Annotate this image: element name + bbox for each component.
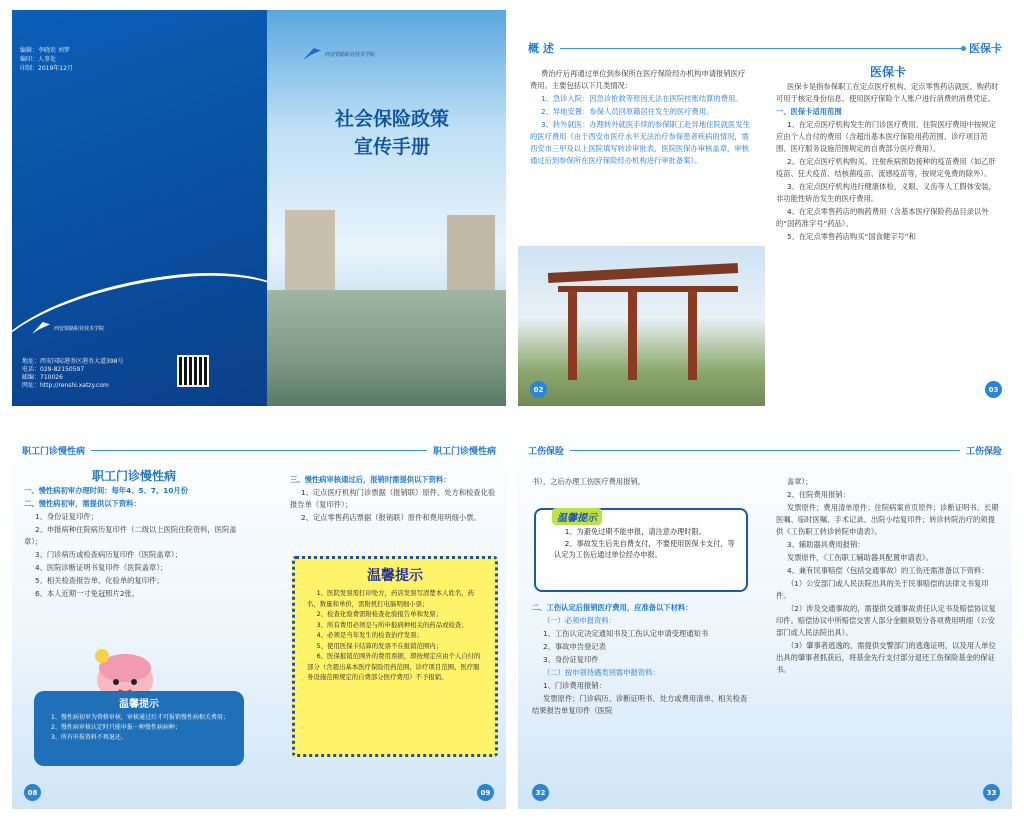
page-number-right: 03 (985, 381, 1002, 398)
paragraph: 1、身份证复印件； (34, 512, 98, 521)
warm-tip-list (34, 710, 244, 746)
header-right: 职工门诊慢性病 (432, 447, 496, 457)
pergola-pillar (688, 290, 697, 380)
page-number-left: 08 (24, 784, 41, 801)
header-left: 工伤保险 (528, 447, 565, 457)
spread-chronic-disease (12, 416, 506, 809)
paragraph: 2、慢性病审核认定时只能申报一种慢性病病种； (51, 724, 181, 731)
chronic-text-right (290, 474, 496, 525)
paragraph: （2）涉及交通事故的，需提供交通事故责任认定书及赔偿协议复印件。赔偿协议中所赔偿交害人部分金额须划分各项费用明细（公安部门或人民法院出具）。 (776, 604, 996, 637)
medcard-title: 医保卡 (869, 65, 906, 79)
reminder-list (295, 585, 495, 686)
paragraph: 3、转外就医：办理转外就医手续的参保职工赴异地住院就医发生的医疗费用（由于西安市医疗水平无法治疗参保患者疾病的情况，需西安市三甲及以上医院填写转诊审批表，医院医保办审核盖章，审核通过后到参保所在医疗保险经办机构进行审批备案）。 (530, 120, 750, 165)
paragraph: 2、检查化验费需附检查化验报告单和发票； (316, 610, 443, 618)
college-logo-icon (303, 48, 321, 60)
paragraph: 2、事故申告登记表 (542, 642, 606, 651)
paragraph: 二、工伤认定后报销医疗费用，应准备以下材料： (532, 603, 693, 612)
paragraph: 1、急诊入院：因急诊抢救等原因无法在医院挂账结算的费用。 (540, 94, 743, 103)
paragraph: 5、相关检查报告单、化验单的复印件； (34, 576, 164, 585)
contact-phone: 电话：029-82150597 (22, 366, 85, 373)
header-right: 工伤保险 (965, 447, 1002, 457)
paragraph: 一、慢性病初审办理时间：每年4、5、7、10月份 (24, 486, 189, 495)
spread-work-injury (518, 416, 1012, 809)
paragraph: 1、在定点医疗机构发生的门诊医疗费用、住院医疗费用中按规定应由个人自付的费用（含超出基本医疗保险用药范围、诊疗项目范围、医疗服务设施范围规定的自费部分医疗费用）。 (776, 120, 996, 153)
paragraph: 5、在定点零售药店购买“国食健字号”和 (786, 232, 916, 241)
paragraph: 2、异地安置：参保人员回原籍居住发生的医疗费用。 (540, 107, 714, 116)
building-left (285, 210, 335, 290)
contact-address: 地址：西安国际港务区港务大道398号 (22, 358, 124, 365)
pergola-photo (518, 246, 765, 406)
cover-contact (22, 358, 123, 390)
reminder-card (292, 556, 498, 757)
print-date-line: 印制：2019年12月 (20, 65, 73, 72)
contact-zip: 邮编：710026 (22, 374, 63, 381)
paragraph: 2、在定点医疗机构购买、注射疾病预防接种的疫苗费用（如乙肝疫苗、狂犬疫苗、结核菌疫苗、流感疫苗等，按规定免费的除外）。 (776, 157, 996, 178)
editor-line: 编辑：李晓农 刘梦 (20, 47, 70, 54)
header-line (560, 48, 963, 49)
paragraph: 4、在定点零售药店的购药费用（含基本医疗保险药品目录以外的“国药准字号”药品）。 (776, 207, 989, 228)
reminder-title: 温馨提示 (367, 568, 423, 584)
header-line (570, 450, 960, 451)
spread-header (528, 444, 1002, 457)
header-line (91, 450, 427, 451)
paragraph: 发票原件；费用清单原件；住院病案首页原件；诊断证明书、长期医嘱、临时医嘱、手术记录、出院小结复印件；转诊转院治疗的须提供《工伤职工转诊转院申请表》。 (776, 503, 999, 536)
injury-text-left (532, 602, 754, 718)
paragraph: 5、使用医保卡结算的发票不在报销范围内； (316, 641, 443, 650)
front-logo (303, 48, 375, 60)
chronic-text-left (24, 468, 244, 601)
college-logo-icon (32, 322, 50, 334)
injury-intro (532, 476, 752, 489)
back-logo (32, 322, 104, 334)
overview-text (530, 68, 750, 168)
paragraph: 4、兼有民事赔偿（包括交通事故）的工伤还需准备以下资料： (786, 566, 989, 575)
pergola-beam (548, 263, 738, 283)
cover-title (312, 105, 472, 161)
back-logo-text: 西安铁路职业技术学院 (54, 325, 105, 332)
warm-tip-title: 温馨提示 (119, 699, 159, 710)
paragraph: 发票原件，《工伤职工辅助器具配置申请表》。 (786, 553, 933, 562)
page-number-right: 33 (983, 784, 1000, 801)
pergola-beam (558, 286, 738, 292)
paragraph: 3、辅助器具费用报销： (786, 540, 865, 549)
paragraph: 4、医院诊断证明书复印件（医院盖章）； (34, 563, 168, 572)
paragraph: 6、医保报销范围外的费用票据，即按规定应由个人自付的部分（含超出基本医疗保险用药范围、诊疗项目范围、医疗服务设施范围规定的自费部分医疗费用）不予报销。 (307, 652, 481, 681)
paragraph: 6、本人近期一寸免冠照片2张。 (34, 589, 140, 598)
warm-tip-box (34, 691, 244, 766)
injury-warm-tip (534, 508, 748, 592)
cover-meta (20, 46, 73, 73)
paragraph: 1、为避免过期不能申报，请注意办理时限。 (564, 527, 706, 536)
paragraph: 1、慢性病初审为资格审核，审核通过后才可报销慢性病相关费用； (51, 714, 229, 721)
injury-text-right (776, 476, 1002, 677)
paragraph: 2、事故发生后先自费支付，不要使用医保卡支付，等认定为工伤后通过单位经办申报。 (554, 538, 735, 559)
paragraph: 盖章）； (786, 477, 813, 486)
contact-website: 网址：http://renshi.xatzy.com (22, 382, 109, 389)
paragraph: （3）肇事者逃逸的，需提供交警部门的逃逸证明，以及用人单位出具的肇事者抓获后，将基金先行支付部分退还工伤保险基金的保证书。 (776, 641, 996, 674)
spread-header (528, 38, 1002, 58)
qr-code (177, 355, 209, 387)
header-left: 职工门诊慢性病 (22, 447, 86, 457)
spread-header (22, 444, 496, 457)
medcard-text (776, 64, 1000, 244)
paragraph: 二、慢性病初审，需提供以下资料： (24, 499, 141, 508)
paragraph: 三、慢性病审核通过后，报销时需提供以下资料： (290, 475, 451, 484)
paragraph: 2、定点零售药店票据（报销联）原件和费用明细小票。 (300, 513, 481, 522)
pergola-pillar (628, 290, 637, 380)
cover-panel (12, 10, 506, 406)
paragraph: 3、所有费用必须是与所申报病种相关的药品或检查； (316, 620, 468, 629)
paragraph: 2、住院费用报销： (786, 490, 850, 499)
paragraph: 2、申报病种住院病历复印件（二级以上医院住院资料，医院盖章）； (24, 525, 237, 546)
paragraph: （二）按申领待遇类别需申报资料： (542, 668, 660, 677)
compiler-line: 编印：人事处 (20, 56, 57, 63)
injury-warm-title: 温馨提示 (552, 508, 602, 525)
paragraph: （1）公安部门或人民法院出具的关于民事赔偿的法律文书复印件。 (776, 579, 989, 600)
header-right: 医保卡 (969, 42, 1002, 55)
paragraph: 3、门诊病历或检查病历复印件（医院盖章）； (34, 550, 182, 559)
chronic-title: 职工门诊慢性病 (91, 469, 176, 483)
page-number-left: 32 (532, 784, 549, 801)
spread-overview-medcard (518, 10, 1012, 406)
paragraph: 4、必须是当年发生的检查治疗发票； (316, 631, 423, 639)
cover-back (12, 10, 267, 406)
paragraph: 1、定点医疗机构门诊票据（报销联）原件、处方和检查化验报告单（复印件）； (290, 488, 496, 509)
front-logo-text: 西安铁路职业技术学院 (325, 51, 376, 58)
paragraph: 3、在定点医疗机构进行健康体检，义眼、义齿等人工假体安装，非功能性矫治发生的医疗费用。 (776, 182, 996, 203)
paragraph: 一、医保卡适用范围 (776, 107, 842, 116)
cover-front (267, 10, 506, 406)
paragraph: 费治疗后再通过单位到参保所在医疗保险经办机构申请报销医疗费用。主要包括以下几类情况： (530, 69, 746, 90)
campus-ground (267, 290, 506, 406)
injury-intro-text: 书），之后办理工伤医疗费用报销。 (532, 477, 646, 486)
paragraph: （一）必须申报资料： (542, 616, 616, 625)
paragraph: 发票原件；门诊病历、诊断证明书、处方或费用清单、相关检查结果报告单复印件（医院 (532, 694, 748, 715)
paragraph: 医保卡是指参保职工在定点医疗机构、定点零售药店就医、购药时可用于核定身份信息、使用医疗保险个人账户进行消费的消费凭证。 (776, 82, 999, 103)
building-right (447, 215, 495, 290)
paragraph: 1、工伤认定决定通知书及工伤认定申请受理通知书 (542, 629, 709, 638)
paragraph: 1、医院发票需打印处方，药店发票写清楚本人姓名，药名，数量和单价，需附机打电脑明细小票； (307, 589, 475, 608)
paragraph: 1、门诊费用报销： (542, 681, 606, 690)
cover-title-line1: 社会保险政策 (334, 108, 449, 130)
paragraph: 3、身份证复印件 (542, 655, 599, 664)
page-number-right: 09 (477, 784, 494, 801)
paragraph: 3、所有申报资料不再退还。 (51, 734, 127, 741)
cover-title-line2: 宣传手册 (353, 136, 430, 158)
page-number-left: 02 (530, 381, 547, 398)
header-left: 概 述 (528, 42, 554, 55)
pergola-pillar (568, 290, 577, 380)
